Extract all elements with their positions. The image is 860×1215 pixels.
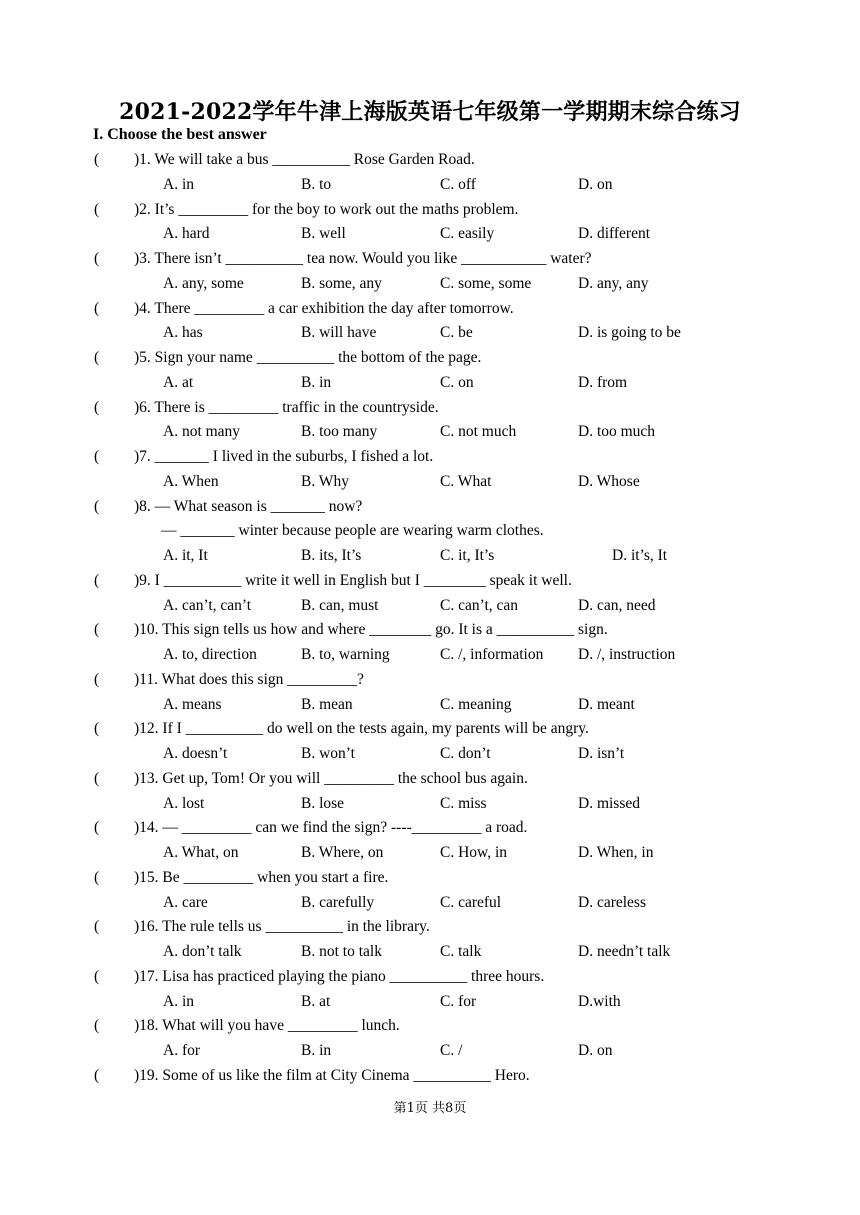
option-d: D. from <box>578 373 628 391</box>
options-row <box>0 891 860 916</box>
option-d: D. isn’t <box>578 745 625 762</box>
answer-bracket: ( <box>94 1017 100 1035</box>
question-row <box>0 346 860 371</box>
option-c: C. How, in <box>440 844 508 861</box>
question-text: )18. What will you have _________ lunch. <box>134 1017 400 1035</box>
option-d: D. it’s, It <box>612 547 668 564</box>
answer-bracket: ( <box>94 151 100 168</box>
options-row <box>0 470 860 495</box>
option-c: C. can’t, can <box>440 596 519 614</box>
option-a: A. means <box>163 695 222 713</box>
option-b: B. carefully <box>301 893 375 911</box>
answer-bracket: ( <box>94 819 100 837</box>
answer-bracket: ( <box>94 621 100 639</box>
answer-bracket: ( <box>94 918 100 936</box>
answer-bracket: ( <box>94 349 100 366</box>
option-c: C. careful <box>440 893 502 911</box>
question-text: )3. There isn’t __________ tea now. Would you like ___________ water? <box>134 250 592 267</box>
question-row <box>0 1014 860 1039</box>
option-a: A. at <box>163 373 194 391</box>
option-d: D. any, any <box>578 274 649 292</box>
question-row <box>0 396 860 421</box>
answer-bracket: ( <box>94 448 100 465</box>
option-c: C. talk <box>440 943 482 960</box>
option-a: A. What, on <box>163 844 239 861</box>
option-b: B. will have <box>301 324 377 342</box>
question-row <box>0 569 860 594</box>
option-d: D. is going to be <box>578 324 681 342</box>
option-a: A. has <box>163 324 203 342</box>
page-title: 2021-2022学年牛津上海版英语七年级第一学期期末综合练习 <box>119 99 741 125</box>
option-d: D. on <box>578 175 613 193</box>
answer-bracket: ( <box>94 967 100 985</box>
question-text: )13. Get up, Tom! Or you will _________ the school bus again. <box>134 769 528 787</box>
option-b: B. Why <box>301 472 349 490</box>
answer-bracket: ( <box>94 200 100 218</box>
option-a: A. doesn’t <box>163 745 228 762</box>
option-b: B. mean <box>301 695 353 713</box>
option-c: C. easily <box>440 225 495 243</box>
answer-bracket: ( <box>94 571 100 589</box>
question-row <box>0 297 860 322</box>
option-c: C. / <box>440 1042 463 1059</box>
question-text: )9. I __________ write it well in English but I ________ speak it well. <box>134 571 572 589</box>
question-row <box>0 148 860 173</box>
options-row <box>0 643 860 668</box>
options-row <box>0 742 860 767</box>
option-a: A. in <box>163 175 194 193</box>
option-c: C. be <box>440 324 473 342</box>
option-d: D. too much <box>578 423 656 441</box>
option-b: B. to, warning <box>301 646 390 663</box>
option-d: D. meant <box>578 695 635 713</box>
question-row <box>0 495 860 520</box>
option-a: A. When <box>163 472 219 490</box>
option-a: A. in <box>163 992 194 1010</box>
question-text: )7. _______ I lived in the suburbs, I fished a lot. <box>134 448 434 465</box>
option-d: D. When, in <box>578 844 654 861</box>
question-row <box>0 1064 860 1089</box>
options-row <box>0 222 860 247</box>
option-b: B. in <box>301 1042 332 1059</box>
option-d: D. /, instruction <box>578 646 676 663</box>
question-text: )15. Be _________ when you start a fire. <box>134 868 389 886</box>
question-text: )14. — _________ can we find the sign? ----_________ a road. <box>134 819 528 837</box>
question-row <box>0 816 860 841</box>
option-a: A. hard <box>163 225 210 243</box>
question-row <box>0 717 860 742</box>
option-b: B. its, It’s <box>301 547 362 564</box>
answer-bracket: ( <box>94 299 100 317</box>
answer-bracket: ( <box>94 1066 100 1084</box>
question-row <box>0 915 860 940</box>
option-b: B. in <box>301 373 332 391</box>
question-text: )1. We will take a bus __________ Rose Garden Road. <box>134 151 475 168</box>
option-a: A. to, direction <box>163 646 257 663</box>
option-c: C. meaning <box>440 695 512 713</box>
option-a: A. can’t, can’t <box>163 596 252 614</box>
question-row <box>0 965 860 990</box>
option-b: B. well <box>301 225 346 243</box>
option-c: C. /, information <box>440 646 544 663</box>
option-a: A. lost <box>163 794 205 812</box>
options-row <box>0 693 860 718</box>
question-text: )2. It’s _________ for the boy to work out the maths problem. <box>134 200 519 218</box>
option-c: C. not much <box>440 423 517 441</box>
option-d: D. careless <box>578 893 646 911</box>
option-c: C. miss <box>440 794 487 812</box>
option-b: B. too many <box>301 423 378 441</box>
option-a: A. don’t talk <box>163 943 242 960</box>
options-row <box>0 990 860 1015</box>
option-a: A. for <box>163 1042 201 1059</box>
option-a: A. not many <box>163 423 241 441</box>
answer-bracket: ( <box>94 398 100 416</box>
question-row <box>0 247 860 272</box>
option-b: B. won’t <box>301 745 355 762</box>
question-row <box>0 198 860 223</box>
option-c: C. it, It’s <box>440 547 495 564</box>
answer-bracket: ( <box>94 250 100 267</box>
options-row <box>0 1039 860 1064</box>
options-row <box>0 544 860 569</box>
question-row <box>0 668 860 693</box>
option-c: C. What <box>440 472 492 490</box>
option-d: D. missed <box>578 794 640 812</box>
option-a: A. any, some <box>163 274 244 292</box>
question-text: )19. Some of us like the film at City Cinema __________ Hero. <box>134 1066 530 1084</box>
question-text: )11. What does this sign _________? <box>134 670 364 688</box>
option-c: C. for <box>440 992 477 1010</box>
answer-bracket: ( <box>94 720 100 738</box>
question-text: )4. There _________ a car exhibition the day after tomorrow. <box>134 299 514 317</box>
answer-bracket: ( <box>94 497 100 515</box>
options-row <box>0 321 860 346</box>
option-a: A. it, It <box>163 547 208 564</box>
option-c: C. don’t <box>440 745 491 762</box>
answer-bracket: ( <box>94 868 100 886</box>
answer-bracket: ( <box>94 670 100 688</box>
options-row <box>0 940 860 965</box>
option-d: D. on <box>578 1042 613 1059</box>
option-d: D. Whose <box>578 472 640 490</box>
question-text: )6. There is _________ traffic in the countryside. <box>134 398 439 416</box>
question-row <box>0 866 860 891</box>
question-subline <box>0 519 860 544</box>
option-d: D. different <box>578 225 651 243</box>
option-d: D.with <box>578 992 621 1010</box>
option-c: C. on <box>440 373 474 391</box>
option-b: B. can, must <box>301 596 379 614</box>
question-row <box>0 767 860 792</box>
option-a: A. care <box>163 893 208 911</box>
option-d: D. needn’t talk <box>578 943 671 960</box>
question-row <box>0 445 860 470</box>
page-footer: 第1页 共8页 <box>393 1101 467 1116</box>
options-row <box>0 792 860 817</box>
option-b: B. some, any <box>301 274 382 292</box>
option-b: B. at <box>301 992 331 1010</box>
answer-bracket: ( <box>94 769 100 787</box>
question-text: )16. The rule tells us __________ in the library. <box>134 918 430 936</box>
options-row <box>0 371 860 396</box>
option-b: B. not to talk <box>301 943 382 960</box>
question-row <box>0 618 860 643</box>
question-text: )10. This sign tells us how and where ________ go. It is a __________ sign. <box>134 621 608 639</box>
option-b: B. Where, on <box>301 844 384 861</box>
question-response-text: — _______ winter because people are wearing warm clothes. <box>161 522 544 540</box>
section-heading: I. Choose the best answer <box>93 126 267 143</box>
options-row <box>0 272 860 297</box>
question-text: )17. Lisa has practiced playing the piano __________ three hours. <box>134 967 545 985</box>
option-b: B. to <box>301 175 332 193</box>
question-text: )5. Sign your name __________ the bottom of the page. <box>134 349 482 366</box>
question-list <box>0 148 860 1089</box>
option-c: C. off <box>440 175 476 193</box>
options-row <box>0 594 860 619</box>
question-text: )12. If I __________ do well on the tests again, my parents will be angry. <box>134 720 589 738</box>
options-row <box>0 841 860 866</box>
option-c: C. some, some <box>440 274 532 292</box>
option-d: D. can, need <box>578 596 656 614</box>
options-row <box>0 420 860 445</box>
option-b: B. lose <box>301 794 345 812</box>
options-row <box>0 173 860 198</box>
question-text: )8. — What season is _______ now? <box>134 497 363 515</box>
